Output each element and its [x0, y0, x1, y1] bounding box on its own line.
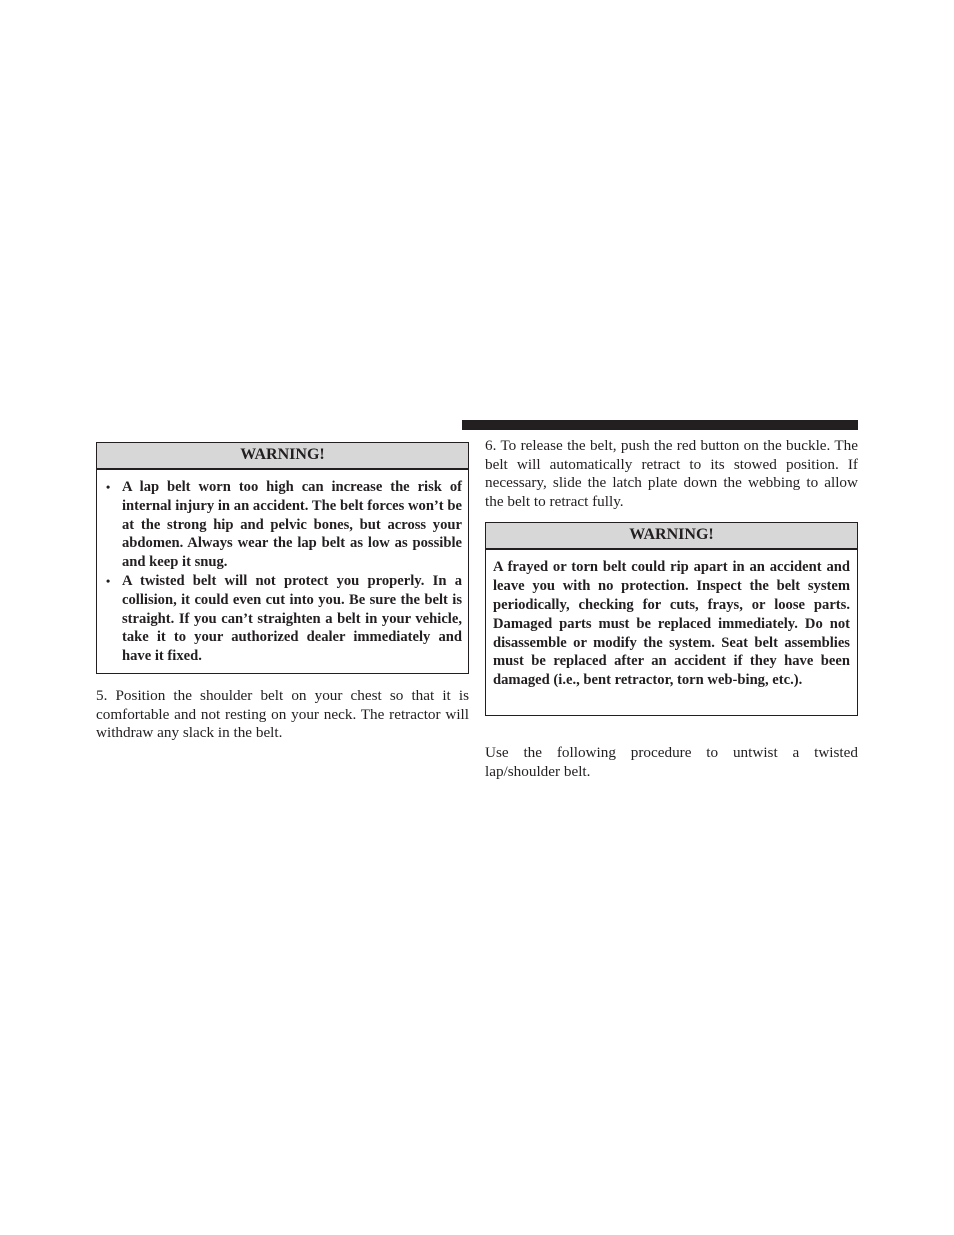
- warning-item-text: A lap belt worn too high can increase the risk of internal injury in an accident. The belt forces won’t be at the strong hip and pelvic bones, but across your abdomen. Always wear the lap belt as low as possible and keep it snug.: [122, 479, 462, 571]
- warning-body: A frayed or torn belt could rip apart in an accident and leave you with no protection. Inspect the belt system periodically, checking for cuts, frays, or loose parts. Damaged parts must be replaced immediately. Do not disassemble or modify the system. Seat belt assemblies must be replaced after an accident if they have been damaged (i.e., bent retractor, torn web-bing, etc.).: [493, 559, 850, 689]
- bullet-icon: •: [106, 480, 111, 494]
- step-6-paragraph: 6. To release the belt, push the red button on the buckle. The belt will automatically retract to its stowed position. If necessary, slide the latch plate down the webbing to allow the belt to retract fully.: [485, 437, 858, 510]
- warning-item-text: A twisted belt will not protect you properly. In a collision, it could even cut into you. Be sure the belt is straight. If you can’t straighten a belt in your vehicle, take it to your authorized dealer immediately and have it fixed.: [122, 572, 462, 665]
- right-column: [485, 437, 858, 782]
- untwist-intro-paragraph: Use the following procedure to untwist a twisted lap/shoulder belt.: [485, 744, 858, 780]
- warning-body: [97, 470, 468, 672]
- warning-box-lap-belt: [96, 442, 469, 674]
- warning-list-item: [103, 478, 462, 572]
- warning-heading: WARNING!: [97, 443, 468, 470]
- warning-box-frayed-belt: [485, 522, 858, 716]
- warning-list-item: [103, 572, 462, 666]
- bullet-icon: •: [106, 573, 111, 588]
- left-column: [96, 442, 469, 743]
- warning-heading: WARNING!: [486, 523, 857, 550]
- section-rule: [462, 420, 858, 430]
- step-5-paragraph: 5. Position the shoulder belt on your chest so that it is comfortable and not resting on your neck. The retractor will withdraw any slack in the belt.: [96, 687, 469, 742]
- warning-list: [103, 478, 462, 666]
